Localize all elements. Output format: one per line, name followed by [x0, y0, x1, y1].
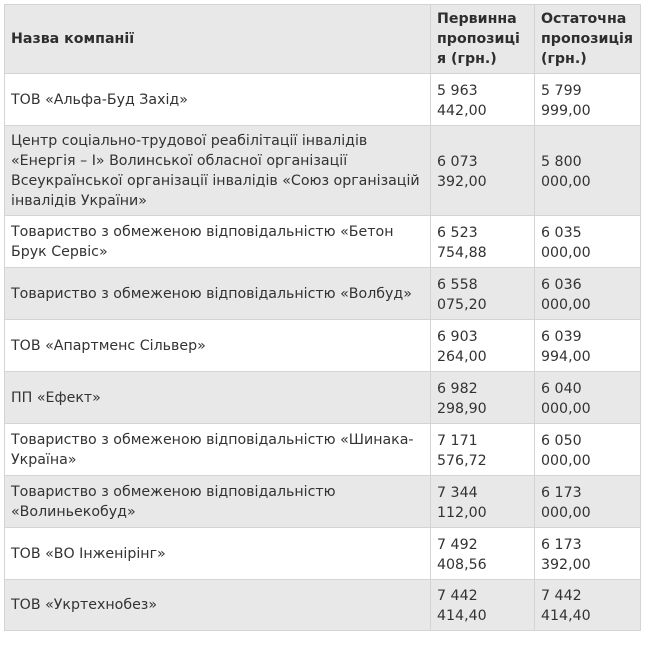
company-name: ПП «Ефект»	[5, 372, 431, 424]
company-name: Товариство з обмеженою відповідальністю «Волбуд»	[5, 268, 431, 320]
table-row	[5, 268, 641, 320]
company-name: Товариство з обмеженою відповідальністю «Шинака-Україна»	[5, 424, 431, 476]
table-row	[5, 216, 641, 268]
bids-table	[4, 4, 641, 631]
initial-offer: 7 171 576,72	[431, 424, 535, 476]
initial-offer: 7 492 408,56	[431, 528, 535, 580]
header-initial-offer: Первинна пропозиція (грн.)	[431, 5, 535, 74]
final-offer: 6 036 000,00	[535, 268, 641, 320]
table-header	[5, 5, 641, 74]
table-row	[5, 476, 641, 528]
initial-offer: 6 073 392,00	[431, 126, 535, 216]
initial-offer: 7 344 112,00	[431, 476, 535, 528]
final-offer: 6 035 000,00	[535, 216, 641, 268]
final-offer: 5 800 000,00	[535, 126, 641, 216]
final-offer: 5 799 999,00	[535, 74, 641, 126]
table-row	[5, 372, 641, 424]
initial-offer: 5 963 442,00	[431, 74, 535, 126]
table-row	[5, 74, 641, 126]
table-row	[5, 424, 641, 476]
initial-offer: 6 903 264,00	[431, 320, 535, 372]
initial-offer: 7 442 414,40	[431, 580, 535, 631]
final-offer: 6 050 000,00	[535, 424, 641, 476]
header-final-offer: Остаточна пропозиція (грн.)	[535, 5, 641, 74]
final-offer: 7 442 414,40	[535, 580, 641, 631]
final-offer: 6 040 000,00	[535, 372, 641, 424]
company-name: Товариство з обмеженою відповідальністю «Волиньекобуд»	[5, 476, 431, 528]
bids-table-container	[4, 4, 641, 631]
final-offer: 6 173 000,00	[535, 476, 641, 528]
table-row	[5, 528, 641, 580]
final-offer: 6 173 392,00	[535, 528, 641, 580]
final-offer: 6 039 994,00	[535, 320, 641, 372]
company-name: Товариство з обмеженою відповідальністю «Бетон Брук Сервіс»	[5, 216, 431, 268]
company-name: ТОВ «Укртехнобез»	[5, 580, 431, 631]
header-company: Назва компанії	[5, 5, 431, 74]
company-name: ТОВ «ВО Інженірінг»	[5, 528, 431, 580]
initial-offer: 6 523 754,88	[431, 216, 535, 268]
company-name: ТОВ «Апартменс Сільвер»	[5, 320, 431, 372]
table-row	[5, 320, 641, 372]
table-body	[5, 74, 641, 631]
company-name: Центр соціально-трудової реабілітації інвалідів «Енергія – І» Волинської обласної організації Всеукраїнської організації інвалідів «Союз організацій інвалідів України»	[5, 126, 431, 216]
header-row	[5, 5, 641, 74]
table-row	[5, 126, 641, 216]
initial-offer: 6 558 075,20	[431, 268, 535, 320]
initial-offer: 6 982 298,90	[431, 372, 535, 424]
table-row	[5, 580, 641, 631]
company-name: ТОВ «Альфа-Буд Захід»	[5, 74, 431, 126]
